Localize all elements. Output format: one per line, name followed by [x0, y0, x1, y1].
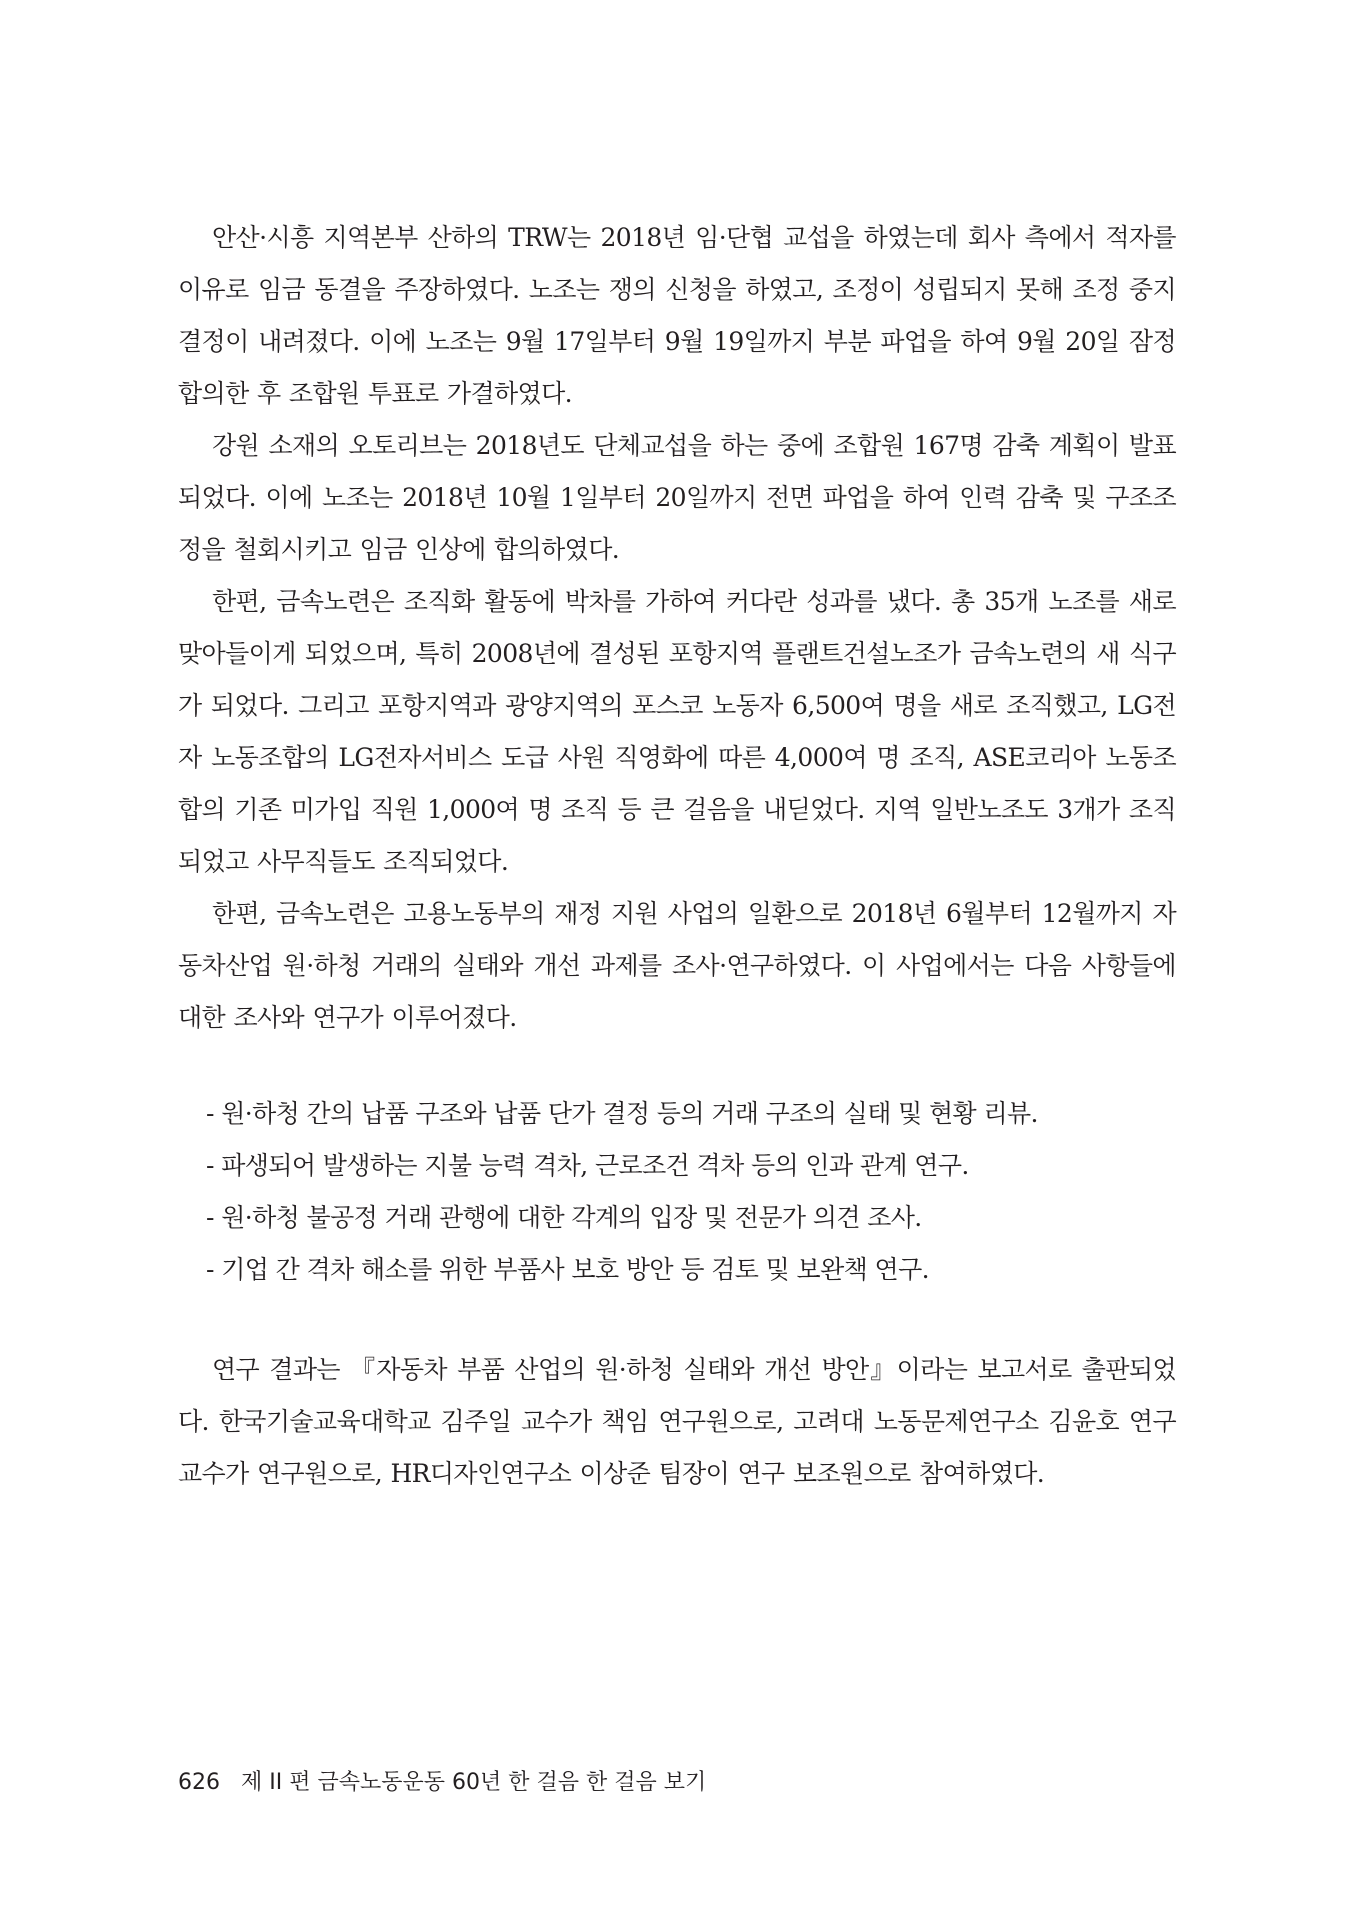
page-number: 626	[178, 1770, 220, 1795]
paragraph-organizing-results: 한편, 금속노련은 조직화 활동에 박차를 가하여 커다란 성과를 냈다. 총 35개 노조를 새로 맞아들이게 되었으며, 특히 2008년에 결성된 포항지역 플랜트건설노조가 금속노련의 새 식구가 되었다. 그리고 포항지역과 광양지역의 포스코 노동자 6,500여 명을 새로 조직했고, LG전자 노동조합의 LG전자서비스 도급 사원 직영화에 따른 4,000여 명 조직, ASE코리아 노동조합의 기존 미가입 직원 1,000여 명 조직 등 큰 걸음을 내딛었다. 지역 일반노조도 3개가 조직되었고 사무직들도 조직되었다.	[178, 587, 1176, 876]
paragraph-research-results: 연구 결과는 『자동차 부품 산업의 원·하청 실태와 개선 방안』이라는 보고서로 출판되었다. 한국기술교육대학교 김주일 교수가 책임 연구원으로, 고려대 노동문제연구소 김윤호 연구 교수가 연구원으로, HR디자인연구소 이상준 팀장이 연구 보조원으로 참여하였다.	[178, 1355, 1176, 1488]
paragraph-autoliv-strike: 강원 소재의 오토리브는 2018년도 단체교섭을 하는 중에 조합원 167명 감축 계획이 발표되었다. 이에 노조는 2018년 10월 1일부터 20일까지 전면 파업을 하여 인력 감축 및 구조조정을 철회시키고 임금 인상에 합의하였다.	[178, 431, 1176, 564]
list-item: - 기업 간 격차 해소를 위한 부품사 보호 방안 등 검토 및 보완책 연구.	[206, 1255, 930, 1284]
list-item: - 원·하청 불공정 거래 관행에 대한 각계의 입장 및 전문가 의견 조사.	[206, 1203, 922, 1232]
research-topics-list	[178, 1088, 1176, 1296]
running-title: 제 II 편 금속노동운동 60년 한 걸음 한 걸음 보기	[241, 1770, 707, 1795]
list-item: - 파생되어 발생하는 지불 능력 격차, 근로조건 격차 등의 인과 관계 연구.	[206, 1151, 969, 1180]
page-body	[178, 212, 1176, 1500]
paragraph-research-project: 한편, 금속노련은 고용노동부의 재정 지원 사업의 일환으로 2018년 6월부터 12월까지 자동차산업 원·하청 거래의 실태와 개선 과제를 조사·연구하였다. 이 사업에서는 다음 사항들에 대한 조사와 연구가 이루어졌다.	[178, 899, 1176, 1032]
page-footer	[178, 1768, 706, 1798]
list-item: - 원·하청 간의 납품 구조와 납품 단가 결정 등의 거래 구조의 실태 및 현황 리뷰.	[206, 1099, 1038, 1128]
paragraph-trw-strike: 안산·시흥 지역본부 산하의 TRW는 2018년 임·단협 교섭을 하였는데 회사 측에서 적자를 이유로 임금 동결을 주장하였다. 노조는 쟁의 신청을 하였고, 조정이 성립되지 못해 조정 중지 결정이 내려졌다. 이에 노조는 9월 17일부터 9월 19일까지 부분 파업을 하여 9월 20일 잠정 합의한 후 조합원 투표로 가결하였다.	[178, 223, 1176, 408]
